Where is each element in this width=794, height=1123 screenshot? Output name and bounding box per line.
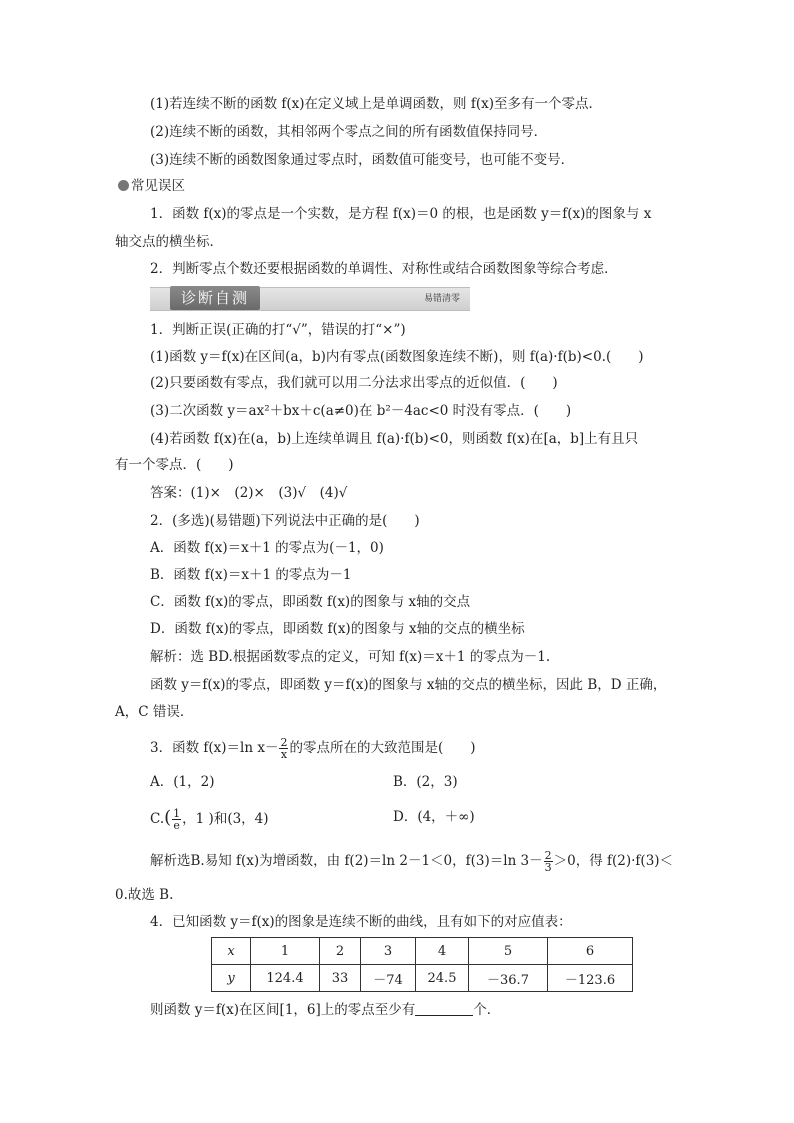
q4-stem: 4．已知函数 y＝f(x)的图象是连续不断的曲线，且有如下的对应值表： (150, 914, 572, 930)
q3-option-c-fraction (172, 808, 181, 831)
table-header-y: y (212, 965, 251, 992)
q3-stem-pre: 3．函数 f(x)＝ln x－ (150, 740, 279, 756)
q4-tail (150, 1001, 500, 1019)
banner-title: 诊断自测 (170, 286, 260, 310)
table-cell: 33 (320, 965, 361, 992)
q1-statement-4-line1: (4)若函数 f(x)在(a，b)上连续单调且 f(a)·f(b)<0，则函数 f(x)在[a，b]上有且只 (150, 431, 639, 447)
table-row (212, 938, 633, 965)
q3-analysis-1 (150, 850, 673, 873)
table-cell: 24.5 (416, 965, 469, 992)
mistakes-heading (118, 177, 185, 195)
banner-subtitle: 易错清零 (423, 294, 460, 304)
table-cell: 5 (469, 938, 548, 965)
q3-option-c: C.( $\frac{1}{e}$ ，1 )和(3，4) (150, 807, 269, 832)
q4-tail-post: 个． (473, 1002, 501, 1018)
table-cell: －74 (361, 965, 416, 992)
table-cell: 4 (416, 938, 469, 965)
q2-stem: 2．(多选)(易错题)下列说法中正确的是( ) (150, 513, 420, 529)
mistake-1-line1: 1．函数 f(x)的零点是一个实数，是方程 f(x)＝0 的根，也是函数 y＝f(x)的图象与 x (150, 206, 652, 222)
q1-stem: 1．判断正误(正确的打“√”，错误的打“×”) (150, 322, 406, 338)
q1-statement-2: (2)只要函数有零点，我们就可以用二分法求出零点的近似值．( ) (150, 375, 558, 391)
property-2: (2)连续不断的函数，其相邻两个零点之间的所有函数值保持同号． (150, 124, 548, 140)
q3-stem (150, 737, 476, 760)
table-cell: －123.6 (548, 965, 633, 992)
q2-analysis-3: A，C 错误． (115, 704, 194, 720)
q3-option-d: D．(4，＋∞) (393, 809, 475, 825)
q2-analysis-2: 函数 y＝f(x)的零点，即函数 y＝f(x)的图象与 x轴的交点的横坐标，因此 B，D 正确， (150, 677, 667, 693)
mistakes-heading-text: 常见误区 (131, 178, 185, 194)
q1-statement-3: (3)二次函数 y＝ax²＋bx＋c(a≠0)在 b²－4ac<0 时没有零点．( ) (150, 403, 572, 419)
table-cell: 1 (251, 938, 320, 965)
q3-analysis-2: 0.故选 B. (115, 887, 174, 903)
self-test-banner (150, 287, 470, 311)
q2-option-d: D．函数 f(x)的零点，即函数 f(x)的图象与 x轴的交点的横坐标 (150, 621, 525, 637)
q3-option-b: B．(2，3) (393, 774, 458, 790)
table-cell: 124.4 (251, 965, 320, 992)
q3-analysis-fraction (544, 850, 553, 873)
q3-option-c-frac-den: e (173, 819, 180, 832)
q3-option-c-pre: C. (150, 811, 165, 827)
q3-option-c-post: ，1 )和(3，4) (182, 811, 269, 827)
property-3: (3)连续不断的函数图象通过零点时，函数值可能变号，也可能不变号． (150, 152, 575, 168)
q2-option-c: C．函数 f(x)的零点，即函数 f(x)的图象与 x轴的交点 (150, 594, 471, 610)
q4-tail-pre: 则函数 y＝f(x)在区间[1，6]上的零点至少有 (150, 1002, 416, 1018)
q2-analysis-1: 解析：选 BD.根据函数零点的定义，可知 f(x)＝x＋1 的零点为－1. (150, 649, 551, 665)
mistake-1-line2: 轴交点的横坐标． (115, 234, 223, 250)
q3-option-c-frac-num: 1 (173, 807, 181, 820)
value-table (211, 937, 633, 992)
q3-fraction (279, 737, 288, 760)
q1-answer: 答案：(1)× (2)× (3)√ (4)√ (150, 485, 348, 501)
q3-analysis-pre: 解析选B.易知 f(x)为增函数，由 f(2)＝ln 2－1＜0，f(3)＝ln 3－ (150, 853, 543, 869)
q3-analysis-frac-num: 2 (544, 849, 552, 862)
table-cell: 2 (320, 938, 361, 965)
q2-option-a: A．函数 f(x)＝x＋1 的零点为(－1，0) (150, 540, 384, 556)
q3-analysis-frac-den: 3 (544, 861, 552, 874)
q1-statement-1: (1)函数 y＝f(x)在区间(a，b)内有零点(函数图象连续不断)，则 f(a)·f(b)<0.( ) (150, 349, 644, 365)
table-header-x: x (212, 938, 251, 965)
property-1: (1)若连续不断的函数 f(x)在定义域上是单调函数，则 f(x)至多有一个零点． (150, 96, 602, 112)
q3-frac-num: 2 (280, 736, 288, 749)
q3-frac-den: x (280, 748, 288, 761)
q3-option-a: A．(1，2) (150, 774, 215, 790)
q3-stem-post: 的零点所在的大致范围是( ) (289, 740, 476, 756)
q3-analysis-post: ＞0，得 f(2)·f(3)＜ (553, 853, 674, 869)
table-cell: －36.7 (469, 965, 548, 992)
table-row (212, 965, 633, 992)
q1-statement-4-line2: 有一个零点．( ) (115, 457, 234, 473)
mistake-2: 2．判断零点个数还要根据函数的单调性、对称性或结合函数图象等综合考虑． (150, 261, 618, 277)
q2-option-b: B．函数 f(x)＝x＋1 的零点为－1 (150, 567, 352, 583)
lightbulb-icon (118, 180, 129, 191)
table-cell: 6 (548, 938, 633, 965)
answer-blank[interactable] (415, 1001, 473, 1016)
table-cell: 3 (361, 938, 416, 965)
